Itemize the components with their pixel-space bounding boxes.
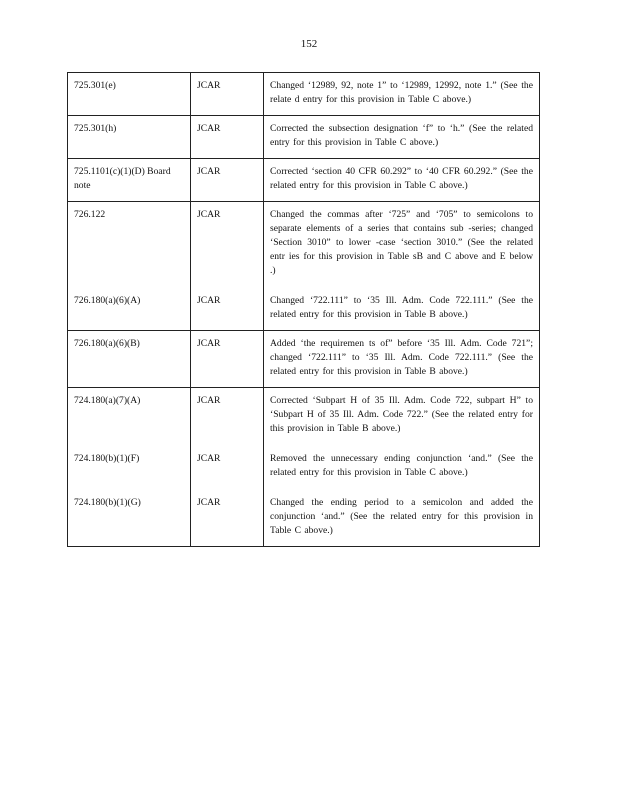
description-cell [264, 202, 540, 331]
description-text: Changed the ending period to a semicolon and added the conjunction ‘and.” (See the related entry for this provision in Table C above.) [270, 497, 533, 536]
source-text: JCAR [197, 209, 221, 220]
section-text: 725.1101(c)(1)(D) Board note [74, 166, 171, 191]
table-row [68, 388, 540, 547]
description-cell [264, 159, 540, 202]
source-cell [191, 331, 264, 388]
section-text: 725.301(h) [74, 123, 117, 134]
page-number: 152 [300, 38, 318, 50]
source-cell [191, 159, 264, 202]
description-text: Removed the unnecessary ending conjunction ‘and.” (See the related entry for this provision in Table C above.) [270, 453, 533, 478]
section-cell [68, 202, 191, 331]
table-row [68, 202, 540, 331]
description-text: Added ‘the requiremen ts of” before ‘35 Ill. Adm. Code 721”; changed ‘722.111” to ‘35 Ill. Adm. Code 722.111.” (See the related entry for this provision in Table B above.) [270, 338, 533, 377]
source-cell [191, 116, 264, 159]
description-cell [264, 331, 540, 388]
section-text: 725.301(e) [74, 80, 116, 91]
section-text: 726.122 [74, 209, 106, 220]
description-cell [264, 388, 540, 547]
section-text: 726.180(a)(6)(A) [74, 295, 141, 306]
section-cell [68, 388, 191, 547]
section-text: 724.180(b)(1)(F) [74, 453, 140, 464]
description-text: Changed the commas after ‘725” and ‘705” to semicolons to separate elements of a series that contains sub -series; changed ‘Section 3010” to lower -case ‘section 3010.” (See the related entr ies for this provision in Table sB and C above and E below .) [270, 209, 533, 276]
section-cell [68, 116, 191, 159]
description-text: Corrected the subsection designation ‘f” to ‘h.” (See the related entry for this provision in Table C above.) [270, 123, 533, 148]
table-row [68, 116, 540, 159]
source-text: JCAR [197, 497, 221, 508]
table-row [68, 331, 540, 388]
source-text: JCAR [197, 338, 221, 349]
description-text: Changed ‘12989, 92, note 1” to ‘12989, 12992, note 1.” (See the relate d entry for this provision in Table C above.) [270, 80, 533, 105]
description-text: Corrected ‘section 40 CFR 60.292” to ‘40 CFR 60.292.” (See the related entry for this provision in Table C above.) [270, 166, 533, 191]
description-text: Corrected ‘Subpart H of 35 Ill. Adm. Code 722, subpart H” to ‘Subpart H of 35 Ill. Adm. Code 722.” (See the related entry for this provision in Table B above.) [270, 395, 533, 434]
section-text: 724.180(a)(7)(A) [74, 395, 141, 406]
source-text: JCAR [197, 395, 221, 406]
changes-table-body [68, 73, 540, 547]
table-row [68, 159, 540, 202]
source-text: JCAR [197, 295, 221, 306]
changes-table [67, 72, 540, 547]
section-text: 726.180(a)(6)(B) [74, 338, 140, 349]
section-cell [68, 159, 191, 202]
source-text: JCAR [197, 166, 221, 177]
description-cell [264, 73, 540, 116]
table-row [68, 73, 540, 116]
source-text: JCAR [197, 123, 221, 134]
source-text: JCAR [197, 453, 221, 464]
description-text: Changed ‘722.111” to ‘35 Ill. Adm. Code 722.111.” (See the related entry for this provision in Table B above.) [270, 295, 533, 320]
section-cell [68, 331, 191, 388]
section-text: 724.180(b)(1)(G) [74, 497, 141, 508]
source-cell [191, 73, 264, 116]
source-text: JCAR [197, 80, 221, 91]
source-cell [191, 388, 264, 547]
source-cell [191, 202, 264, 331]
section-cell [68, 73, 191, 116]
description-cell [264, 116, 540, 159]
